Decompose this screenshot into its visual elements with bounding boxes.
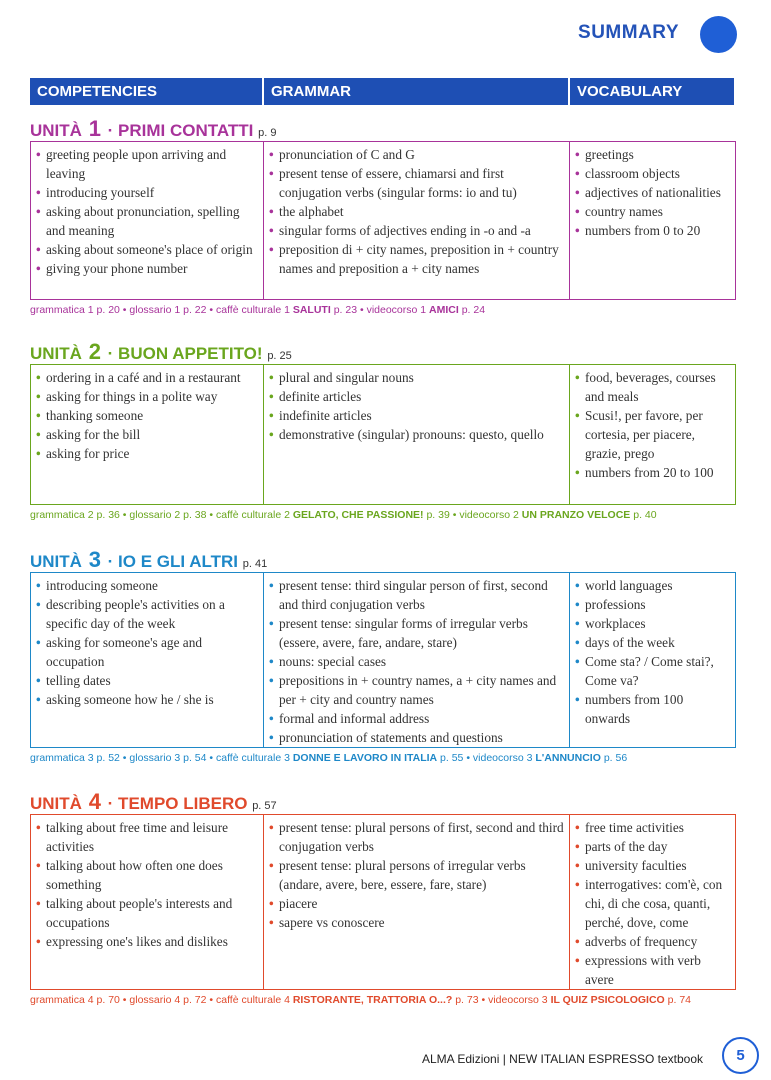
list-item: • workplaces xyxy=(575,614,731,633)
ref-video-label: videocorso 3 xyxy=(472,752,533,764)
list-item: • interrogatives: com'è, con chi, di che cosa, quanti, perché, dove, come xyxy=(575,875,731,932)
ref-caffe-title: RISTORANTE, TRATTORIA O...? xyxy=(292,994,453,1006)
ref-caffe-label: caffè culturale 3 xyxy=(215,752,290,764)
unit-refs: grammatica 4 p. 70 • glossario 4 p. 72 • caffè culturale 4 RISTORANTE, TRATTORIA O...? p. 73 • videocorso 3 IL QUIZ PSICOLOGICO p. 74 xyxy=(30,994,691,1006)
ref-video-page: p. 24 xyxy=(461,304,486,316)
ref-caffe-page: p. 55 xyxy=(440,752,464,764)
list-item: • telling dates xyxy=(36,671,259,690)
list-item: • definite articles xyxy=(269,387,565,406)
list-item: • expressions with verb avere xyxy=(575,951,731,989)
competencies-cell xyxy=(31,365,263,504)
list-item: • university faculties xyxy=(575,856,731,875)
list-item: • present tense: singular forms of irregular verbs (essere, avere, fare, andare, stare) xyxy=(269,614,565,652)
list-item: • free time activities xyxy=(575,818,731,837)
unit-2 xyxy=(30,340,736,521)
unit-title xyxy=(30,790,736,814)
list-item: • adverbs of frequency xyxy=(575,932,731,951)
list-item: • numbers from 20 to 100 xyxy=(575,463,731,482)
ref-video-title: IL QUIZ PSICOLOGICO xyxy=(550,994,665,1006)
list-item: • nouns: special cases xyxy=(269,652,565,671)
grammar-cell xyxy=(263,573,569,747)
unit-box xyxy=(30,364,736,505)
unit-name: · TEMPO LIBERO xyxy=(107,794,248,813)
list-item: • asking for price xyxy=(36,444,259,463)
ref-caffe-label: caffè culturale 4 xyxy=(215,994,290,1006)
list-item: • parts of the day xyxy=(575,837,731,856)
unit-label: UNITÀ xyxy=(30,121,82,140)
list-item: • giving your phone number xyxy=(36,259,259,278)
ref-caffe-label: caffè culturale 1 xyxy=(215,304,290,316)
header-vocabulary: VOCABULARY xyxy=(568,78,734,105)
list-item: • country names xyxy=(575,202,731,221)
ref-caffe-title: DONNE E LAVORO IN ITALIA xyxy=(292,752,438,764)
grammar-cell xyxy=(263,142,569,299)
unit-page: p. 57 xyxy=(252,800,277,812)
grammar-cell xyxy=(263,365,569,504)
ref-caffe-label: caffè culturale 2 xyxy=(215,509,290,521)
list-item: • singular forms of adjectives ending in -o and -a xyxy=(269,221,565,240)
vocabulary-cell xyxy=(569,142,735,299)
ref-video-page: p. 74 xyxy=(667,994,691,1006)
unit-name: · PRIMI CONTATTI xyxy=(107,121,254,140)
list-item: • present tense of essere, chiamarsi and first conjugation verbs (singular forms: io and tu) xyxy=(269,164,565,202)
unit-label: UNITÀ xyxy=(30,794,82,813)
list-item: • Come sta? / Come stai?, Come va? xyxy=(575,652,731,690)
unit-4 xyxy=(30,790,736,1006)
unit-label: UNITÀ xyxy=(30,344,82,363)
list-item: • asking for things in a polite way xyxy=(36,387,259,406)
unit-refs: grammatica 1 p. 20 • glossario 1 p. 22 • caffè culturale 1 SALUTI p. 23 • videocorso 1 AMICI p. 24 xyxy=(30,304,486,316)
list-item: • asking for the bill xyxy=(36,425,259,444)
unit-box xyxy=(30,572,736,748)
list-item: • the alphabet xyxy=(269,202,565,221)
list-item: • formal and informal address xyxy=(269,709,565,728)
ref-glossario: glossario 3 p. 54 xyxy=(129,752,207,764)
vocabulary-cell xyxy=(569,815,735,989)
header-competencies: COMPETENCIES xyxy=(30,78,262,105)
unit-title xyxy=(30,117,736,141)
list-item: • introducing someone xyxy=(36,576,259,595)
ref-video-title: L'ANNUNCIO xyxy=(535,752,601,764)
list-item: • piacere xyxy=(269,894,565,913)
unit-number: 3 xyxy=(88,547,101,572)
unit-page: p. 25 xyxy=(267,350,292,362)
unit-number: 2 xyxy=(88,339,101,364)
unit-name: · BUON APPETITO! xyxy=(107,344,263,363)
list-item: • asking someone how he / she is xyxy=(36,690,259,709)
vocabulary-cell xyxy=(569,573,735,747)
list-item: • adjectives of nationalities xyxy=(575,183,731,202)
list-item: • preposition di + city names, preposition in + country names and preposition a + city names xyxy=(269,240,565,278)
unit-page: p. 9 xyxy=(258,127,277,139)
header-grammar: GRAMMAR xyxy=(262,78,568,105)
ref-caffe-page: p. 39 xyxy=(426,509,450,521)
ref-glossario: glossario 4 p. 72 xyxy=(129,994,207,1006)
unit-3 xyxy=(30,548,736,764)
unit-title xyxy=(30,548,736,572)
list-item: • talking about free time and leisure activities xyxy=(36,818,259,856)
list-item: • talking about people's interests and occupations xyxy=(36,894,259,932)
list-item: • introducing yourself xyxy=(36,183,259,202)
unit-page: p. 41 xyxy=(242,558,268,570)
list-item: • greetings xyxy=(575,145,731,164)
ref-grammatica: grammatica 2 p. 36 xyxy=(30,509,120,521)
unit-box xyxy=(30,141,736,300)
list-item: • expressing one's likes and dislikes xyxy=(36,932,259,951)
ref-caffe-title: GELATO, CHE PASSIONE! xyxy=(292,509,424,521)
list-item: • describing people's activities on a specific day of the week xyxy=(36,595,259,633)
list-item: • talking about how often one does something xyxy=(36,856,259,894)
list-item: • food, beverages, courses and meals xyxy=(575,368,731,406)
list-item: • present tense: plural persons of irregular verbs (andare, avere, bere, essere, fare, stare) xyxy=(269,856,565,894)
summary-title: SUMMARY xyxy=(578,22,679,43)
vocabulary-cell xyxy=(569,365,735,504)
ref-video-label: videocorso 1 xyxy=(366,304,427,316)
column-header-bar xyxy=(30,78,736,105)
ref-video-label: videocorso 2 xyxy=(459,509,519,521)
ref-glossario: glossario 1 p. 22 xyxy=(129,304,207,316)
footer-publisher: ALMA Edizioni | NEW ITALIAN ESPRESSO textbook xyxy=(422,1052,703,1066)
list-item: • numbers from 100 onwards xyxy=(575,690,731,728)
list-item: • world languages xyxy=(575,576,731,595)
list-item: • ordering in a café and in a restaurant xyxy=(36,368,259,387)
list-item: • Scusi!, per favore, per cortesia, per piacere, grazie, prego xyxy=(575,406,731,463)
list-item: • thanking someone xyxy=(36,406,259,425)
list-item: • asking about someone's place of origin xyxy=(36,240,259,259)
list-item: • numbers from 0 to 20 xyxy=(575,221,731,240)
unit-title xyxy=(30,340,736,364)
ref-video-title: AMICI xyxy=(429,304,459,316)
list-item: • present tense: third singular person of first, second and third conjugation verbs xyxy=(269,576,565,614)
list-item: • indefinite articles xyxy=(269,406,565,425)
ref-glossario: glossario 2 p. 38 xyxy=(129,509,207,521)
ref-video-title: UN PRANZO VELOCE xyxy=(521,509,631,521)
unit-number: 1 xyxy=(88,116,101,141)
list-item: • pronunciation of statements and questions xyxy=(269,728,565,747)
unit-1 xyxy=(30,117,736,316)
list-item: • present tense: plural persons of first, second and third conjugation verbs xyxy=(269,818,565,856)
unit-name: · IO E GLI ALTRI xyxy=(107,552,238,571)
list-item: • demonstrative (singular) pronouns: questo, quello xyxy=(269,425,565,444)
ref-caffe-page: p. 73 xyxy=(455,994,479,1006)
list-item: • plural and singular nouns xyxy=(269,368,565,387)
ref-caffe-page: p. 23 xyxy=(333,304,358,316)
page-number: 5 xyxy=(722,1037,759,1074)
list-item: • pronunciation of C and G xyxy=(269,145,565,164)
ref-caffe-title: SALUTI xyxy=(292,304,331,316)
unit-refs: grammatica 3 p. 52 • glossario 3 p. 54 • caffè culturale 3 DONNE E LAVORO IN ITALIA p. 55 • videocorso 3 L'ANNUNCIO p. 56 xyxy=(30,752,628,764)
ref-grammatica: grammatica 4 p. 70 xyxy=(30,994,120,1006)
ref-video-page: p. 56 xyxy=(603,752,628,764)
ref-video-page: p. 40 xyxy=(633,509,657,521)
list-item: • greeting people upon arriving and leaving xyxy=(36,145,259,183)
ref-grammatica: grammatica 1 p. 20 xyxy=(30,304,120,316)
unit-box xyxy=(30,814,736,990)
grammar-cell xyxy=(263,815,569,989)
list-item: • classroom objects xyxy=(575,164,731,183)
list-item: • sapere vs conoscere xyxy=(269,913,565,932)
unit-label: UNITÀ xyxy=(30,552,82,571)
unit-number: 4 xyxy=(88,789,101,814)
competencies-cell xyxy=(31,573,263,747)
summary-dot-icon xyxy=(700,16,737,53)
ref-grammatica: grammatica 3 p. 52 xyxy=(30,752,120,764)
ref-video-label: videocorso 3 xyxy=(488,994,548,1006)
list-item: • days of the week xyxy=(575,633,731,652)
list-item: • professions xyxy=(575,595,731,614)
competencies-cell xyxy=(31,142,263,299)
list-item: • asking for someone's age and occupation xyxy=(36,633,259,671)
list-item: • asking about pronunciation, spelling and meaning xyxy=(36,202,259,240)
list-item: • prepositions in + country names, a + city names and per + city and country names xyxy=(269,671,565,709)
unit-refs: grammatica 2 p. 36 • glossario 2 p. 38 • caffè culturale 2 GELATO, CHE PASSIONE! p. 39 • videocorso 2 UN PRANZO VELOCE p. 40 xyxy=(30,509,657,521)
competencies-cell xyxy=(31,815,263,989)
